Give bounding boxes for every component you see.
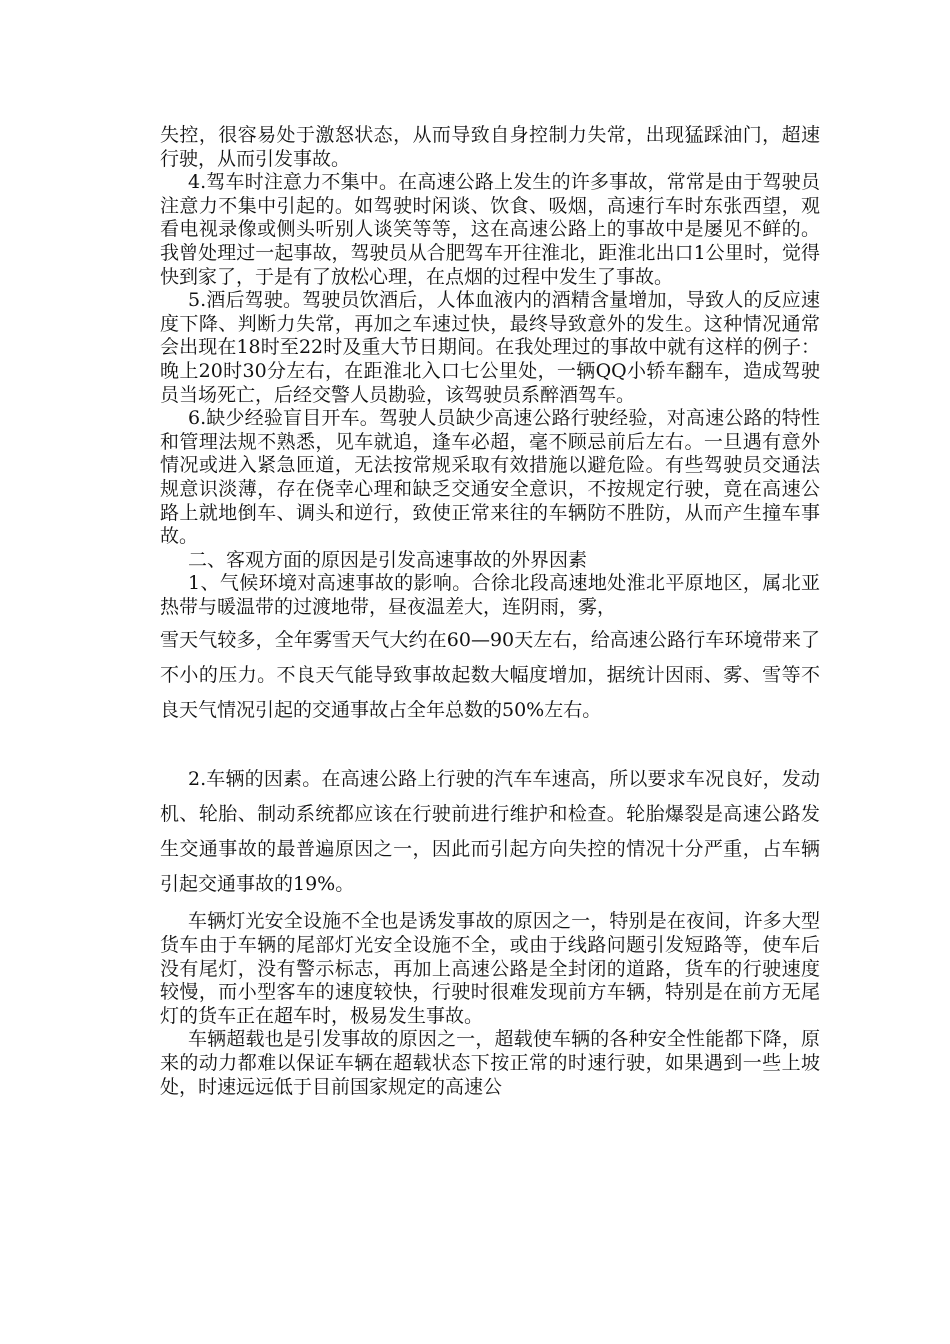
section-heading-objective-causes: 二、客观方面的原因是引发高速事故的外界因素 [188, 548, 588, 571]
paragraph-item-6-inexperience: 6.缺少经验盲目开车。驾驶人员缺少高速公路行驶经验，对高速公路的特性和管理法规不熟悉，见车就追，逢车必超，毫不顾忌前后左右。一旦遇有意外情况或进入紧急匝道，无法按常规采取有效措施以避危险。有些驾驶员交通法规意识淡薄，存在侥幸心理和缺乏交通安全意识，不按规定行驶，竟在高速公路上就地倒车、调头和逆行，致使正常来往的车辆防不胜防，从而产生撞车事故。 [160, 407, 820, 548]
paragraph-vehicle-lights: 车辆灯光安全设施不全也是诱发事故的原因之一，特别是在夜间，许多大型货车由于车辆的尾部灯光安全设施不全，或由于线路问题引发短路等，使车后没有尾灯，没有警示标志，再加上高速公路是全封闭的道路，货车的行驶速度较慢，而小型客车的速度较快，行驶时很难发现前方车辆，特别是在前方无尾灯的货车正在超车时，极易发生事故。 [160, 910, 820, 1027]
paragraph-item-5-drunk-driving: 5.酒后驾驶。驾驶员饮酒后，人体血液内的酒精含量增加，导致人的反应速度下降、判断力失常，再加之车速过快，最终导致意外的发生。这种情况通常会出现在18时至22时及重大节日期间。在我处理过的事故中就有这样的例子：晚上20时30分左右，在距淮北入口七公里处，一辆QQ小轿车翻车，造成驾驶员当场死亡，后经交警人员勘验，该驾驶员系醉酒驾车。 [160, 289, 820, 406]
paragraph-continuation: 失控，很容易处于激怒状态，从而导致自身控制力失常，出现猛踩油门，超速行驶，从而引发事故。 [160, 124, 820, 170]
paragraph-item-4-inattention: 4.驾车时注意力不集中。在高速公路上发生的许多事故，常常是由于驾驶员注意力不集中引起的。如驾驶时闲谈、饮食、吸烟，高速行车时东张西望，观看电视录像或侧头听别人谈笑等等，这在高速公路上的事故中是屡见不鲜的。我曾处理过一起事故，驾驶员从合肥驾车开往淮北，距淮北出口1公里时，觉得快到家了，于是有了放松心理，在点烟的过程中发生了事故。 [160, 171, 820, 288]
paragraph-vehicle-factors: 2.车辆的因素。在高速公路上行驶的汽车车速高，所以要求车况良好，发动机、轮胎、制动系统都应该在行驶前进行维护和检查。轮胎爆裂是高速公路发生交通事故的最普遍原因之一，因此而引起方向失控的情况十分严重，占车辆引起交通事故的19%。 [160, 768, 820, 896]
body-text [160, 124, 820, 1099]
paragraph-climate-item-1: 1、气候环境对高速事故的影响。合徐北段高速地处淮北平原地区，属北亚热带与暖温带的过渡地带，昼夜温差大，连阴雨，雾， [160, 572, 820, 618]
paragraph-climate-continuation: 雪天气较多，全年雾雪天气大约在60—90天左右，给高速公路行车环境带来了不小的压力。不良天气能导致事故起数大幅度增加，据统计因雨、雾、雪等不良天气情况引起的交通事故占全年总数的50%左右。 [160, 629, 820, 722]
paragraph-vehicle-overload: 车辆超载也是引发事故的原因之一，超载使车辆的各种安全性能都下降，原来的动力都难以保证车辆在超载状态下按正常的时速行驶，如果遇到一些上坡处，时速远远低于目前国家规定的高速公 [160, 1028, 820, 1098]
